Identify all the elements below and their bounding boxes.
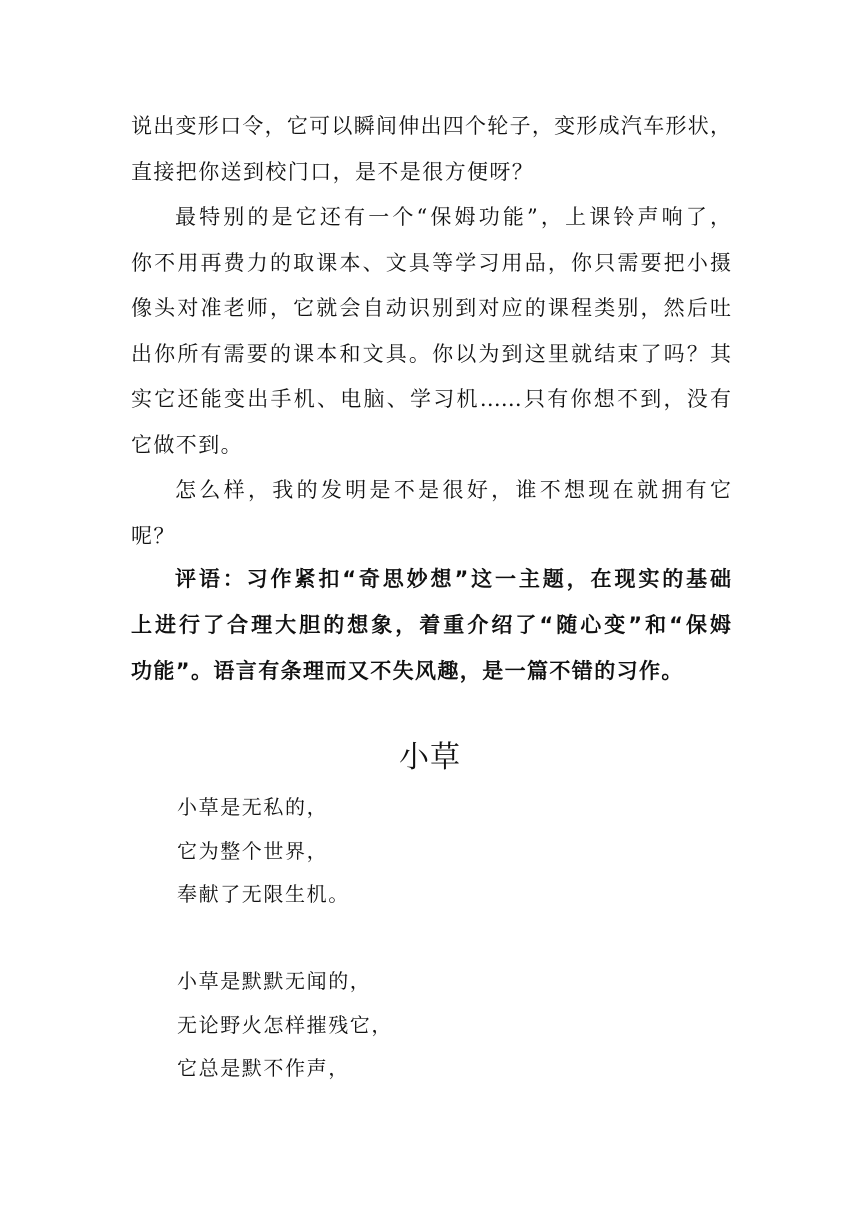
stanza-break: [177, 917, 677, 961]
essay-line: 出你所有需要的课本和文具。你以为到这里就结束了吗？其: [131, 341, 731, 366]
essay-line: 说出变形口令，它可以瞬间伸出四个轮子，变形成汽车形状，: [131, 114, 731, 138]
teacher-comment: [131, 556, 731, 694]
comment-line: 上进行了合理大胆的想象，着重介绍了“随心变”和“保姆: [131, 613, 731, 637]
comment-line: 评语：习作紧扣“奇思妙想”这一主题，在现实的基础: [175, 567, 731, 591]
poem-line: 无论野火怎样摧残它，: [177, 1012, 393, 1037]
poem-line: 它为整个世界，: [177, 838, 329, 863]
essay-line: 它做不到。: [131, 432, 243, 457]
essay-paragraph-start: 最特别的是它还有一个“保姆功能”，上课铃声响了，: [175, 205, 731, 229]
essay-line: 呢？: [131, 523, 176, 548]
essay-line: 像头对准老师，它就会自动识别到对应的课程类别，然后吐: [131, 296, 731, 320]
essay-line: 实它还能变出手机、电脑、学习机……只有你想不到，没有: [131, 387, 731, 411]
comment-line: 功能”。语言有条理而又不失风趣，是一篇不错的习作。: [131, 659, 684, 683]
essay-paragraph-start: 怎么样，我的发明是不是很好，谁不想现在就拥有它: [175, 478, 731, 502]
poem-line: 小草是默默无闻的，: [177, 969, 372, 993]
poem-body: [177, 786, 677, 1091]
poem-line: 奉献了无限生机。: [177, 882, 350, 906]
poem-title: 小草: [399, 740, 461, 775]
poem-line: 小草是无私的，: [177, 795, 329, 819]
poem-line: 它总是默不作声，: [177, 1056, 350, 1080]
essay-line: 直接把你送到校门口，是不是很方便呀？: [131, 159, 535, 184]
essay-text: [131, 104, 731, 559]
essay-line: 你不用再费力的取课本、文具等学习用品，你只需要把小摄: [131, 250, 731, 275]
